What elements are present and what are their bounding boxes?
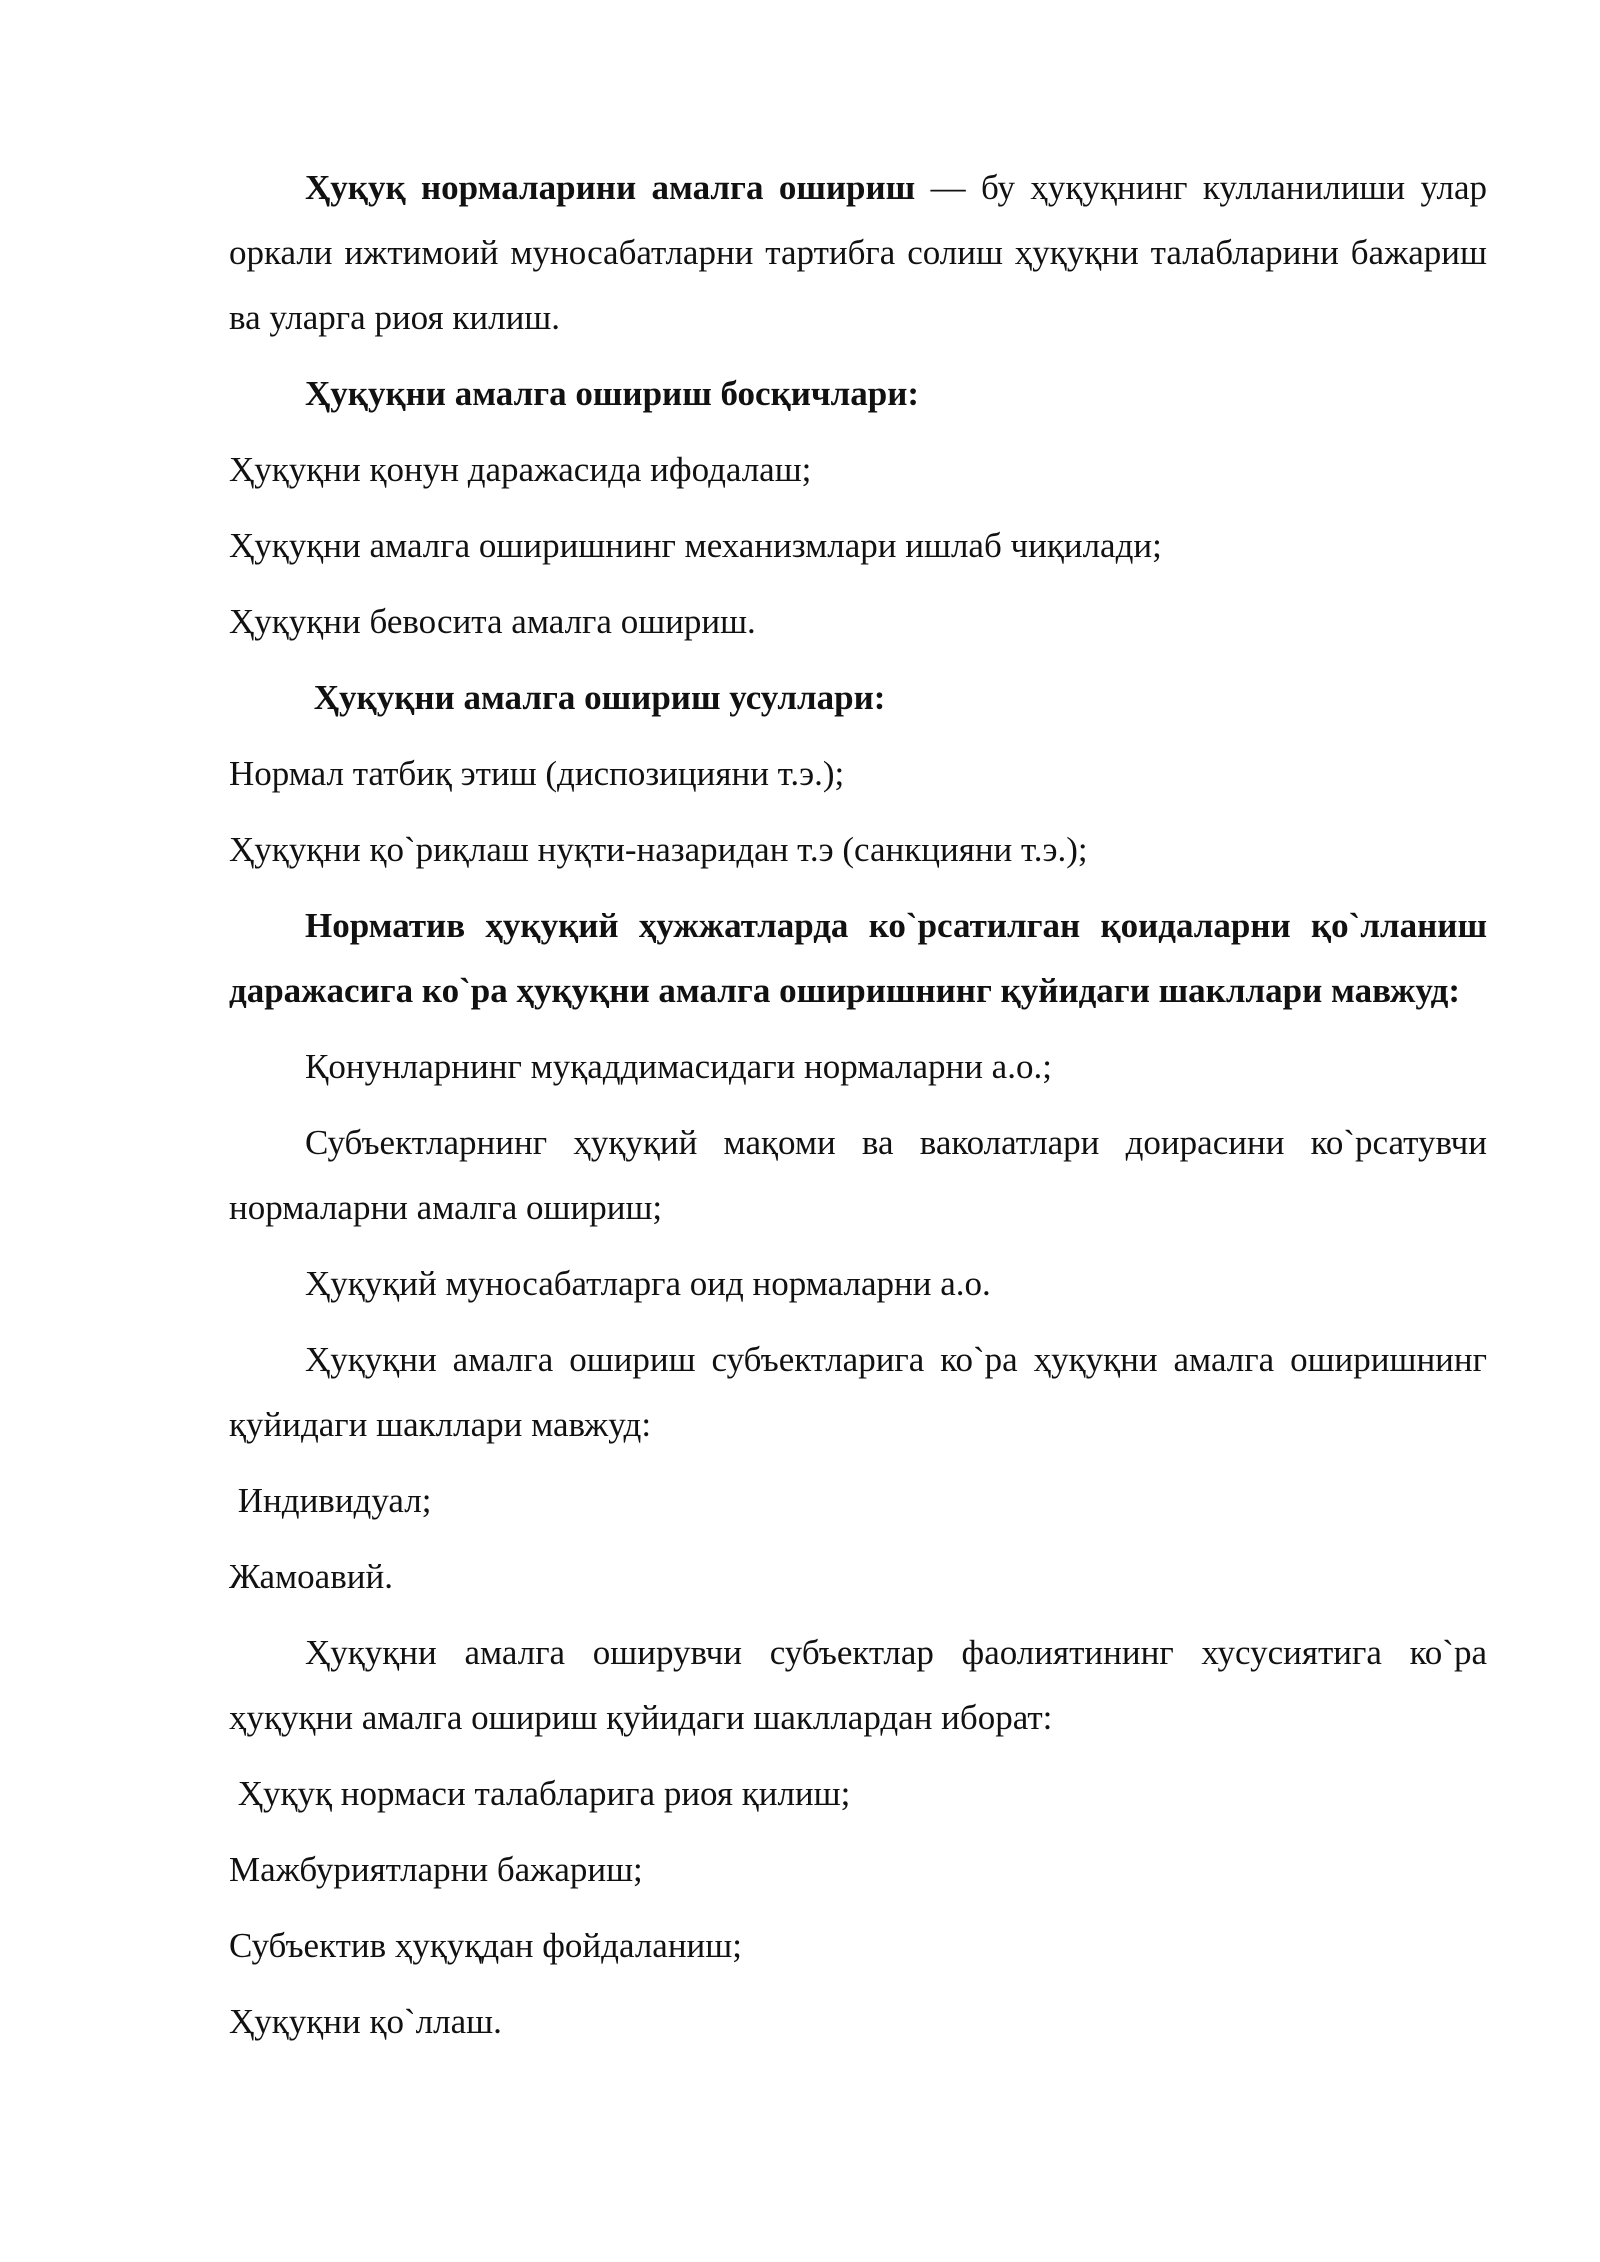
list-item-stage: Ҳуқуқни амалга оширишнинг механизмлари ишлаб чиқилади; bbox=[229, 526, 1162, 565]
definition-term: Ҳуқуқ нормаларини амалга ошириш bbox=[305, 168, 916, 207]
definition-text: — бу ҳуқуқнинг кулланилиши улар оркали ижтимоий муносабатларни тартибга солиш ҳуқуқни талабларини бажариш ва уларга риоя килиш. bbox=[229, 168, 1487, 337]
heading-stages: Ҳуқуқни амалга ошириш босқичлари: bbox=[305, 374, 920, 413]
heading-methods: Ҳуқуқни амалга ошириш усуллари: bbox=[305, 678, 886, 717]
definition-paragraph bbox=[229, 155, 1487, 350]
list-item-form: Субъектларнинг ҳуқуқий мақоми ва ваколатлари доирасини ко`рсатувчи нормаларни амалга ошириш; bbox=[229, 1123, 1487, 1227]
list-item-subject: Жамоавий. bbox=[229, 1557, 393, 1596]
heading-forms-docs: Норматив ҳуқуқий ҳужжатларда ко`рсатилган қоидаларни қо`лланиш даражасига ко`ра ҳуқуқни амалга оширишнинг қуйидаги шакллари мавжуд: bbox=[229, 906, 1487, 1010]
list-item-activity: Субъектив ҳуқуқдан фойдаланиш; bbox=[229, 1926, 742, 1965]
list-item-stage: Ҳуқуқни бевосита амалга ошириш. bbox=[229, 602, 756, 641]
list-item-form: Қонунларнинг муқаддимасидаги нормаларни а.о.; bbox=[305, 1047, 1052, 1086]
list-item-method: Нормал татбиқ этиш (диспозицияни т.э.); bbox=[229, 754, 845, 793]
list-item-activity: Ҳуқуқни қо`ллаш. bbox=[229, 2002, 502, 2041]
list-item-subject: Индивидуал; bbox=[229, 1481, 432, 1520]
paragraph-subjects: Ҳуқуқни амалга ошириш субъектларига ко`ра ҳуқуқни амалга оширишнинг қуйидаги шакллари мавжуд: bbox=[229, 1340, 1487, 1444]
list-item-method: Ҳуқуқни қо`риқлаш нуқти-назаридан т.э (санкцияни т.э.); bbox=[229, 830, 1088, 869]
document-body bbox=[229, 155, 1487, 2054]
list-item-activity: Ҳуқуқ нормаси талабларига риоя қилиш; bbox=[229, 1774, 851, 1813]
list-item-stage: Ҳуқуқни қонун даражасида ифодалаш; bbox=[229, 450, 812, 489]
list-item-form: Ҳуқуқий муносабатларга оид нормаларни а.о. bbox=[305, 1264, 991, 1303]
list-item-activity: Мажбуриятларни бажариш; bbox=[229, 1850, 643, 1889]
paragraph-activity: Ҳуқуқни амалга оширувчи субъектлар фаолиятининг хусусиятига ко`ра ҳуқуқни амалга ошириш қуйидаги шакллардан иборат: bbox=[229, 1633, 1487, 1737]
